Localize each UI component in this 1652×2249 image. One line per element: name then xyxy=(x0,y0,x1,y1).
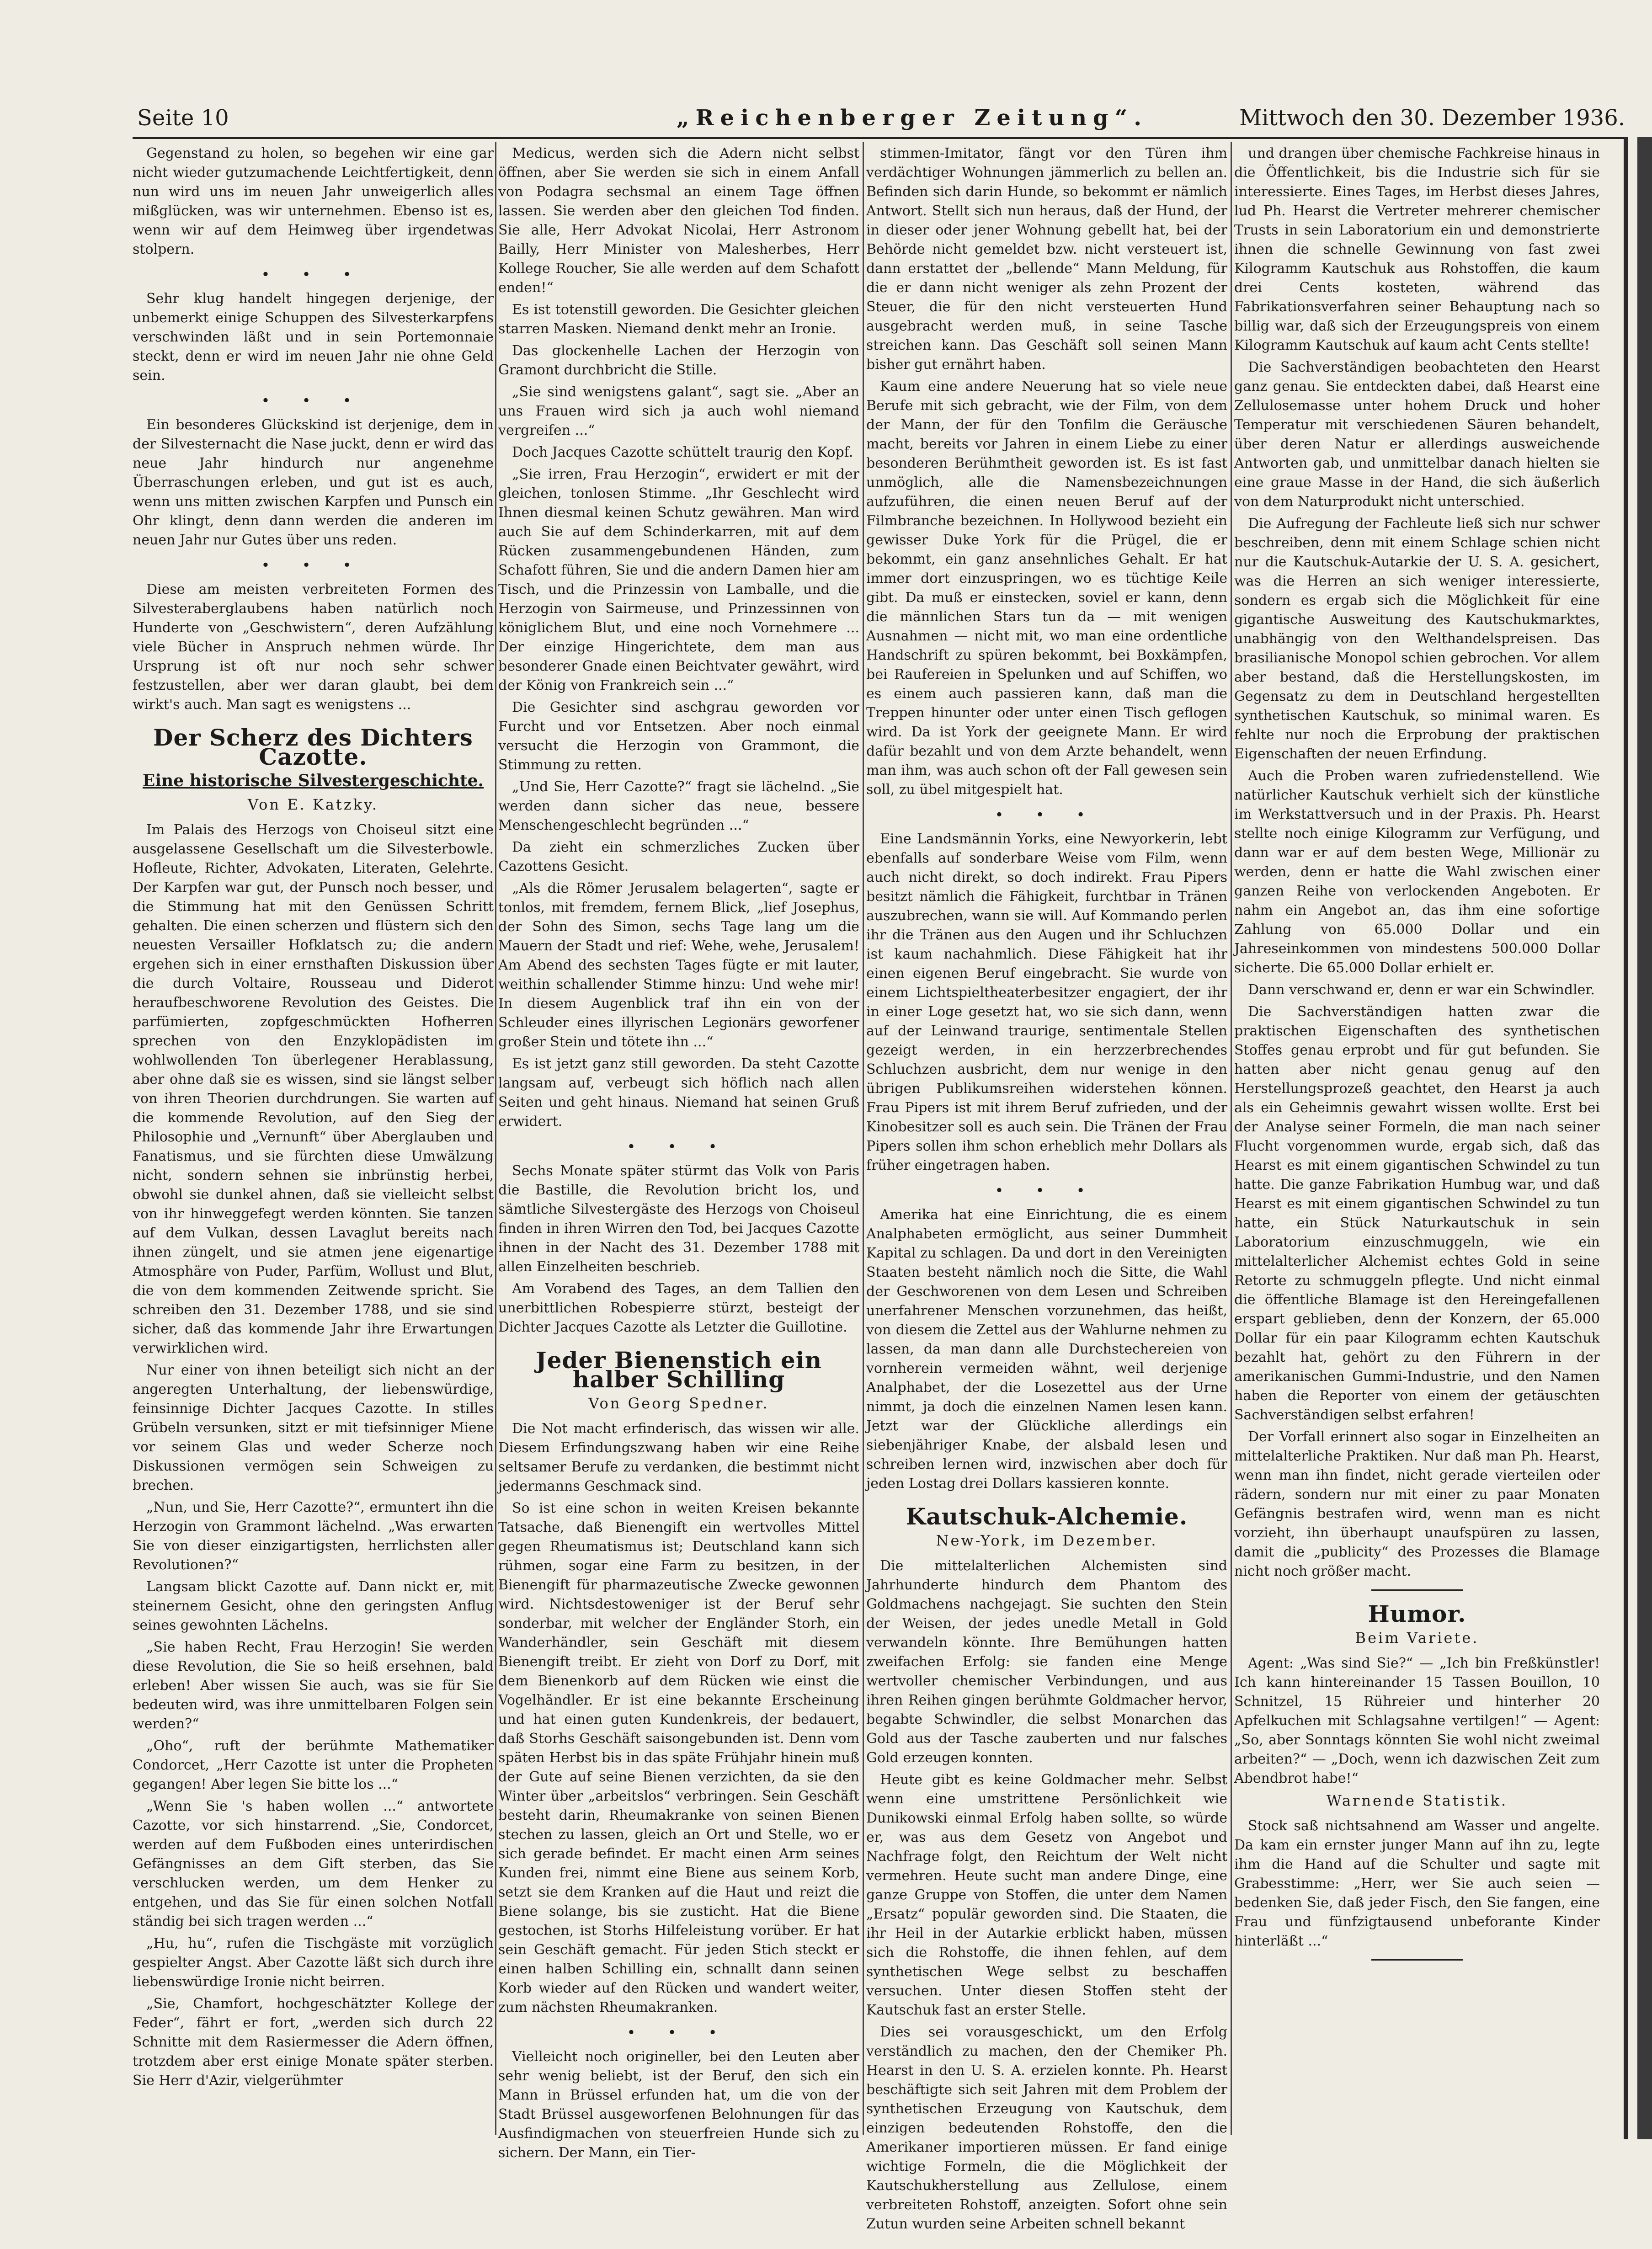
paragraph: So ist eine schon in weiten Kreisen bekannte Tatsache, daß Bienengift ein wertvolles Mittel gegen Rheumatismus ist; Deutschland kann sich rühmen, sogar eine Farm zu besitzen, in der Bienengift für pharmazeutische Zwecke gewonnen wird. Nichtsdestoweniger ist der Beruf sehr sonderbar, mit welcher der Engländer Storh, ein Wanderhändler, sein Geschäft mit diesem Bienengift treibt. Er zieht von Dorf zu Dorf, mit dem Bienenkorb auf dem Rücken wie einst die Vogelhändler. Er ist eine bekannte Erscheinung und hat einen guten Kundenkreis, der bedauert, daß Storhs Geschäft saisongebunden ist. Denn vom späten Herbst bis in das späte Frühjahr hinein muß der Gute auf seine Bienen verzichten, da sie den Winter über „arbeitslos“ verbringen. Sein Geschäft besteht darin, Rheumakranke von seinen Bienen stechen zu lassen, gleich an Ort und Stelle, wo er sich gerade befindet. Er macht einen Arm seines Kunden frei, nimmt eine Biene aus seinem Korb, setzt sie dem Kranken auf die Haut und reizt die Biene solange, bis sie zusticht. Hat die Biene gestochen, ist Storhs Hilfeleistung vorüber. Er hat sein Geschäft gemacht. Für jeden Stich steckt er einen halben Schilling ein, schnallt dann seinen Korb wieder auf den Rücken und wandert weiter, zum nächsten Rheumakranken. xyxy=(498,1500,859,2015)
paragraph: Dies sei vorausgeschickt, um den Erfolg verständlich zu machen, den der Chemiker Ph. Hearst in den U. S. A. erzielen konnte. Ph. Hearst beschäftigte sich seit Jahren mit dem Problem der synthetischen Erzeugung von Kautschuk, dem einzigen bedeutenden Rohstoffe, den die Amerikaner importieren müssen. Er fand einige wichtige Formeln, die die Möglichkeit der Kautschukherstellung aus Zellulose, einem verbreiteten Rohstoff, anzeigten. Sofort ohne sein Zutun wurden seine Arbeiten schnell bekannt xyxy=(866,2024,1227,2232)
section-title-humor: Humor. xyxy=(1368,1600,1466,1627)
paragraph: Die Sachverständigen hatten zwar die praktischen Eigenschaften des synthetischen Stoffes genau erprobt und für gut befunden. Sie hatten aber nicht genau genug auf den Herstellungsprozeß geachtet, den Hearst ja auch als ein Geheimnis gewahrt wissen wollte. Erst bei der Analyse seiner Formeln, die man nach seiner Flucht vorgenommen wurde, ergab sich, daß das Hearst es mit einem gigantischen Schwindel zu tun hatte. Die ganze Fabrikation Humbug war, und daß Hearst es mit einem gigantischen Schwindel zu tun hatte, ein Stück Naturkautschuk in sein Laboratorium einzuschmuggeln, wie ein mittelalterlicher Alchemist echtes Gold in seine Retorte zu schmuggeln pflegte. Und nicht einmal die öffentliche Blamage ist den Hereingefallenen erspart geblieben, denn der Konzern, der 65.000 Dollar für ein paar Kilogramm echten Kautschuk bezahlt hat, gehört zu den Führern in der amerikanischen Gummi-Industrie, und den Namen haben die Reporter von einem der getäuschten Sachverständigen selbst erfahren! xyxy=(1234,1004,1600,1423)
paragraph: „Als die Römer Jerusalem belagerten“, sagte er tonlos, mit fremdem, fernem Blick, „lief Josephus, der Sohn des Simon, sechs Tage lang um die Mauern der Stadt und rief: Wehe, wehe, Jerusalem! Am Abend des sechsten Tages fügte er mit lauter, weithin schallender Stimme hinzu: Und wehe mir! In diesem Augenblick traf ihn ein von der Schleuder eines illyrischen Legionärs geworfener großer Stein und tötete ihn ...“ xyxy=(498,880,859,1050)
paragraph: Der Vorfall erinnert also sogar in Einzelheiten an mittelalterliche Praktiken. Nur daß man Ph. Hearst, wenn man ihn findet, nicht gerade vierteilen oder rädern, sondern nur mit einer zu paar Monaten Gefängnis bestrafen wird, wenn man es nicht vorzieht, ihn überhaupt unaufspüren zu lassen, damit die „publicity“ des Prozesses die Blamage nicht noch größer macht. xyxy=(1234,1429,1600,1579)
paragraph: Nur einer von ihnen beteiligt sich nicht an der angeregten Unterhaltung, der liebenswürdige, feinsinnige Dichter Jacques Cazotte. In stilles Grübeln versunken, sitzt er mit tiefsinniger Miene vor seinem Glas und weder Scherze noch Diskussionen vermögen sein Schweigen zu brechen. xyxy=(133,1362,494,1493)
article-title: Der Scherz des Dichters Cazotte. xyxy=(153,724,473,770)
paragraph: Die Aufregung der Fachleute ließ sich nur schwer beschreiben, denn mit einem Schlage schien nicht nur die Kautschuk-Autarkie der U. S. A. gesichert, was die Herren an sich weniger interessierte, sondern es ergab sich die Möglichkeit für eine gigantische Ausweitung des Kautschukmarktes, unabhängig von den Welthandelspreisen. Das brasilianische Monopol schien gebrochen. Vor allem aber bestand, daß die Herstellungskosten, im Gegensatz zu dem in Deutschland hergestellten synthetischen Kautschuk, so minimal waren. Es fehlte nur noch die Erprobung der praktischen Eigenschaften der neuen Erfindung. xyxy=(1234,516,1600,762)
paragraph: Die mittelalterlichen Alchemisten sind Jahrhunderte hindurch dem Phantom des Goldmachens nachgejagt. Sie suchten den Stein der Weisen, der jedes unedle Metall in Gold verwandeln könnte. Ihre Bemühungen hatten zweifachen Erfolg: sie fanden eine Menge wertvoller chemischer Verbindungen, und aus ihren Reihen gingen berühmte Goldmacher hervor, begabte Schwindler, die selbst Monarchen das Gold aus der Tasche zauberten und nur falsches Gold erzeugen konnten. xyxy=(866,1558,1227,1766)
section-stars: • • • xyxy=(627,2024,731,2041)
paragraph: „Sie irren, Frau Herzogin“, erwidert er mit der gleichen, tonlosen Stimme. „Ihr Geschlecht wird Ihnen diesmal keinen Schutz gewähren. Man wird auch Sie auf dem Schinderkarren, mit auf dem Rücken zusammengebundenen Händen, zum Schafott führen, Sie und die andern Damen hier am Tisch, und die Prinzessin von Lamballe, und die Herzogin von Sairmeuse, und Prinzessinnen von königlichem Blut, und eine noch Vornehmere ... Der einzige Hingerichtete, dem man aus besonderer Gnade einen Beichtvater gewährt, wird der König von Frankreich sein ...“ xyxy=(498,466,859,693)
column-3 xyxy=(866,144,1227,2232)
paragraph: Am Vorabend des Tages, an dem Tallien den unerbittlichen Robespierre stürzt, besteigt der Dichter Jacques Cazotte als Letzter die Guillotine. xyxy=(498,1281,859,1335)
paragraph: Stock saß nichtsahnend am Wasser und angelte. Da kam ein ernster junger Mann auf ihn zu, legte ihm die Hand auf die Schulter und sagte mit Grabesstimme: „Herr, wer Sie auch seien — bedenken Sie, daß jeder Fisch, den Sie fangen, eine Frau und fünfzigtausend unbeforante Kinder hinterläßt ...“ xyxy=(1234,1818,1600,1949)
column-divider xyxy=(863,142,864,2135)
paragraph: Gegenstand zu holen, so begehen wir eine gar nicht wieder gutzumachende Leichtfertigkeit, denn nun wird uns im neuen Jahr unweigerlich alles mißglücken, was wir unternehmen. Ebenso ist es, wenn wir auf dem Heimweg über irgendetwas stolpern. xyxy=(133,145,494,257)
section-stars: • • • xyxy=(995,806,1099,823)
paragraph: Da zieht ein schmerzliches Zucken über Cazottens Gesicht. xyxy=(498,839,859,874)
paragraph: Eine Landsmännin Yorks, eine Newyorkerin, lebt ebenfalls auf sonderbare Weise vom Film, wenn auch nicht direkt, so doch indirekt. Frau Pipers besitzt nämlich die Fähigkeit, furchtbar in Tränen auszubrechen, wann sie will. Auf Kommando perlen ihr die Tränen aus den Augen und ihr Schluchzen ist kaum nachahmlich. Diese Fähigkeit hat ihr einen eigenen Beruf eingebracht. Sie wurde von einem Lichtspieltheaterbesitzer engagiert, der ihr in einer Loge gesetzt hat, wo sie sich dann, wenn auf der Leinwand traurige, sentimentale Stellen gezeigt werden, in ein herzzerbrechendes Schluchzen ausbricht, dem nur wenige in den übrigen Publikumsreihen widerstehen können. Frau Pipers ist mit ihrem Beruf zufrieden, und der Kinobesitzer soll es auch sein. Die Tränen der Frau Pipers sollen ihm schon erheblich mehr Dollars als früher eingetragen haben. xyxy=(866,831,1227,1173)
section-rule xyxy=(1371,1589,1463,1591)
article-subtitle: Eine historische Silvestergeschichte. xyxy=(142,771,484,790)
paragraph: Die Gesichter sind aschgrau geworden vor Furcht und vor Entsetzen. Aber noch einmal versucht die Herzogin von Grammont, die Stimmung zu retten. xyxy=(498,699,859,773)
paragraph: Langsam blickt Cazotte auf. Dann nickt er, mit steinernem Gesicht, ohne den geringsten Anflug seines gewohnten Lächelns. xyxy=(133,1579,494,1633)
paragraph: Sechs Monate später stürmt das Volk von Paris die Bastille, die Revolution bricht los, und sämtliche Silvestergäste des Herzogs von Choiseul finden in ihren Wirren den Tod, bei Jacques Cazotte ihnen in der Nacht des 31. Dezember 1788 mit allen Einzelheiten beschrieb. xyxy=(498,1163,859,1275)
column-1 xyxy=(133,144,494,2110)
paragraph: „Nun, und Sie, Herr Cazotte?“, ermuntert ihn die Herzogin von Grammont lächelnd. „Was erwarten Sie von dieser einzigartigsten, herrlichsten aller Revolutionen?“ xyxy=(133,1499,494,1573)
column-divider xyxy=(1231,142,1232,2135)
paragraph: Kaum eine andere Neuerung hat so viele neue Berufe mit sich gebracht, wie der Film, von dem der Mann, der für den Tonfilm die Geräusche macht, bereits vor Jahren in einem Liebe zu einer besonderen Berühmtheit geworden ist. Es ist fast unmöglich, alle die Namensbezeichnungen aufzuführen, die einen neuen Beruf auf der Filmbranche bezeichnen. In Hollywood bezieht ein gewisser Duke York für die Prügel, die er bekommt, ein ganz ansehnliches Gehalt. Er hat immer dort einzuspringen, wo es tüchtige Keile gibt. Da muß er einstecken, soviel er kann, denn die männlichen Stars tun da — mit wenigen Ausnahmen — nicht mit, wo man eine ordentliche Handschrift zu spüren bekommt, bei Boxkämpfen, bei Raufereien in Spelunken und auf Schiffen, wo es einem auch passieren kann, daß man die Treppen hinunter oder unter einen Tisch geflogen wird. Da ist York der geeignete Mann. Er wird dafür bezahlt und von dem Arzte behandelt, wenn man ihm, was auch schon oft der Fall gewesen sein soll, zu übel mitgespielt hat. xyxy=(866,378,1227,798)
section-stars: • • • xyxy=(261,392,365,409)
paragraph: Amerika hat eine Einrichtung, die es einem Analphabeten ermöglicht, aus seiner Dummheit Kapital zu schlagen. Da und dort in den Vereinigten Staaten besteht nämlich noch die Sitte, die Wahl der Geschworenen von dem Lesen und Schreiben unerfahrener Menschen vorzunehmen, das heißt, von diesem die Zettel aus der Wahlurne nehmen zu lassen, da man dann alle Durchstechereien von vornherein vermeiden wähnt, weil derjenige Analphabet, der die Losezettel aus der Urne nimmt, ja doch die einzelnen Namen lesen kann. Jetzt war der Glückliche allerdings ein siebenjähriger Knabe, der alsbald lesen und schreiben lernen wird, inzwischen aber doch für jeden Lostag drei Dollars kassieren konnte. xyxy=(866,1207,1227,1492)
section-stars: • • • xyxy=(261,266,365,283)
paragraph: Im Palais des Herzogs von Choiseul sitzt eine ausgelassene Gesellschaft um die Silvesterbowle. Hofleute, Richter, Advokaten, Literaten, Gelehrte. Der Karpfen war gut, der Punsch noch besser, und die Stimmung hat mit den Genüssen Schritt gehalten. Die einen scherzen und flüstern sich den neuesten Versailler Hofklatsch zu; die andern ergehen sich in einer ernsthaften Diskussion über die durch Voltaire, Rousseau und Diderot heraufbeschworene Revolution des Geistes. Die parfümierten, zopfgeschmückten Hofherren sprechen von den Enzyklopädisten im wohlwollenden Ton überlegener Herablassung, aber ohne daß sie es wissen, sind sie längst selber von ihren Theorien durchdrungen. Sie warten auf die kommende Revolution, auf den Sieg der Philosophie und „Vernunft“ über Aberglauben und Fanatismus, und sie fürchten diese Umwälzung nicht, sondern sehnen sie inbrünstig herbei, obwohl sie dunkel ahnen, daß sie vielleicht selbst von ihr hinweggefegt werden könnten. Sie tanzen auf dem Vulkan, dessen Lavaglut bereits nach ihnen züngelt, und sie atmen jene eigenartige Atmosphäre von Puder, Parfüm, Wollust und Blut, die von dem kommenden Zeitwende spricht. Sie schreiben den 31. Dezember 1788, und sie sind sicher, daß das kommende Jahr ihre Erwartungen verwirklichen wird. xyxy=(133,822,494,1356)
article-title: Kautschuk-Alchemie. xyxy=(906,1503,1188,1530)
page-edge-shadow xyxy=(1637,137,1652,2139)
humor-subtitle: Beim Variete. xyxy=(1355,1629,1479,1647)
section-stars: • • • xyxy=(627,1138,731,1155)
issue-date: Mittwoch den 30. Dezember 1936. xyxy=(1239,105,1625,131)
column-4 xyxy=(1234,144,1600,2110)
paragraph: Auch die Proben waren zufriedenstellend. Wie natürlicher Kautschuk verhielt sich der künstliche im Werkstattversuch und in der Praxis. Ph. Hearst stellte noch einige Kilogramm zur Verfügung, und dann war er auf dem besten Wege, Millionär zu werden, denn er hatte die Wahl zwischen einer ganzen Reihe von verlockenden Angeboten. Er nahm ein Angebot an, das ihm eine sofortige Zahlung von 65.000 Dollar und ein Jahreseinkommen von mindestens 500.000 Dollar sicherte. Die 65.000 Dollar erhielt er. xyxy=(1234,768,1600,976)
article-byline: Von E. Katzky. xyxy=(247,796,378,813)
section-stars: • • • xyxy=(261,556,365,574)
paragraph: Heute gibt es keine Goldmacher mehr. Selbst wenn eine umstrittene Persönlichkeit wie Dunikowski einmal Erfolg haben sollte, so würde er, was aus dem Gesetz von Angebot und Nachfrage folgt, den Reichtum der Welt nicht vermehren. Heute sucht man andere Dinge, eine ganze Gruppe von Stoffen, die unter dem Namen „Ersatz“ populär geworden sind. Die Staaten, die ihr Heil in der Autarkie erblickt haben, müssen sich die Rohstoffe, die ihnen fehlen, auf dem synthetischen Wege selbst zu beschaffen versuchen. Unter diesen Stoffen steht der Kautschuk fast an erster Stelle. xyxy=(866,1772,1227,2018)
paragraph: Vielleicht noch origineller, bei den Leuten aber sehr wenig beliebt, ist der Beruf, den sich ein Mann in Brüssel erfunden hat, um die von der Stadt Brüssel ausgeworfenen Belohnungen für das Ausfindigmachen von steuerfreien Hunde sich zu sichern. Der Mann, ein Tier- xyxy=(498,2049,859,2161)
article-dateline: New-York, im Dezember. xyxy=(936,1532,1158,1549)
paragraph: stimmen-Imitator, fängt vor den Türen ihm verdächtiger Wohnungen jämmerlich zu bellen an. Befinden sich darin Hunde, so bekommt er nämlich Antwort. Stellt sich nun heraus, daß der Hund, der in dieser oder jener Wohnung gebellt hat, bei der Behörde nicht gemeldet bzw. nicht versteuert ist, dann erstattet der „bellende“ Mann Meldung, für die er dann nicht weniger als zehn Prozent der Steuer, die für den nicht versteuerten Hund ausgebracht werden muß, in seine Tasche streichen kann. Das Geschäft soll seinen Mann bisher gut ernährt haben. xyxy=(866,145,1227,373)
paragraph: „Oho“, ruft der berühmte Mathematiker Condorcet, „Herr Cazotte ist unter die Propheten gegangen! Aber legen Sie bitte los ...“ xyxy=(133,1738,494,1792)
paragraph: Die Not macht erfinderisch, das wissen wir alle. Diesem Erfindungszwang haben wir eine Reihe seltsamer Berufe zu verdanken, die bestimmt nicht jedermanns Geschmack sind. xyxy=(498,1421,859,1494)
paragraph: Ein besonderes Glückskind ist derjenige, dem in der Silvesternacht die Nase juckt, denn er wird das neue Jahr hindurch nur angenehme Überraschungen erleben, und gut ist es auch, wenn uns mitten zwischen Karpfen und Punsch ein Ohr klingt, denn dann werden die anderen im neuen Jahr nur Gutes über uns reden. xyxy=(133,417,494,548)
paragraph: Diese am meisten verbreiteten Formen des Silvesteraberglaubens haben natürlich noch Hunderte von „Geschwistern“, deren Aufzählung viele Bücher in Anspruch nehmen würde. Ihr Ursprung ist oft nur noch sehr schwer festzustellen, aber wer daran glaubt, bei dem wirkt's auch. Man sagt es wenigstens ... xyxy=(133,581,494,713)
section-rule xyxy=(1371,1959,1463,1961)
paragraph: Dann verschwand er, denn er war ein Schwindler. xyxy=(1248,982,1595,998)
humor-subtitle: Warnende Statistik. xyxy=(1326,1792,1508,1809)
page-edge-shadow xyxy=(1624,137,1628,2139)
paragraph: Das glockenhelle Lachen der Herzogin von Gramont durchbricht die Stille. xyxy=(498,343,859,378)
paragraph: „Sie haben Recht, Frau Herzogin! Sie werden diese Revolution, die Sie so heiß ersehnen, bald erleben! Aber wissen Sie auch, was sie für Sie bedeuten wird, was ihre unmittelbaren Folgen sein werden?“ xyxy=(133,1639,494,1732)
paragraph: Doch Jacques Cazotte schüttelt traurig den Kopf. xyxy=(512,444,853,460)
paragraph: und drangen über chemische Fachkreise hinaus in die Öffentlichkeit, bis die Industrie sich für sie interessierte. Eines Tages, im Herbst dieses Jahres, lud Ph. Hearst die Vertreter mehrerer chemischer Trusts in sein Laboratorium ein und demonstrierte ihnen die schnelle Gewinnung von fast zwei Kilogramm Kautschuk aus Rohstoffen, die kaum drei Cents kosteten, während das Fabrikationsverfahren seiner Behauptung nach so billig war, daß sich der Erzeugungspreis von einem Kilogramm Kautschuk auf kaum acht Cents stellte! xyxy=(1234,145,1600,353)
column-divider xyxy=(495,142,496,2135)
paragraph: Medicus, werden sich die Adern nicht selbst öffnen, aber Sie werden sie sich in einem Anfall von Podagra sechsmal an einem Tage öffnen lassen. Sie werden aber den gleichen Tod finden. Sie alle, Herr Advokat Nicolai, Herr Astronom Bailly, Herr Minister von Malesherbes, Herr Kollege Roucher, Sie alle werden auf dem Schafott enden!“ xyxy=(498,145,859,296)
paragraph: Agent: „Was sind Sie?“ — „Ich bin Freßkünstler! Ich kann hintereinander 15 Tassen Bouillon, 10 Schnitzel, 15 Rühreier und hinterher 20 Apfelkuchen mit Schlagsahne vertilgen!“ — Agent: „So, aber Sonntags könnten Sie wohl nicht zweimal arbeiten?“ — „Doch, wenn ich dazwischen Zeit zum Abendbrot habe!“ xyxy=(1234,1655,1600,1786)
section-stars: • • • xyxy=(995,1182,1099,1199)
paragraph: „Sie, Chamfort, hochgeschätzter Kollege der Feder“, fährt er fort, „werden sich durch 22 Schnitte mit dem Rasiermesser die Adern öffnen, trotzdem aber erst einige Monate später sterben. Sie Herr d'Azir, vielgerühmter xyxy=(133,1996,494,2089)
column-2 xyxy=(498,144,859,2161)
paragraph: „Hu, hu“, rufen die Tischgäste mit vorzüglich gespielter Angst. Aber Cazotte läßt sich durch ihre liebenswürdige Ironie nicht beirren. xyxy=(133,1935,494,1990)
paragraph: Es ist jetzt ganz still geworden. Da steht Cazotte langsam auf, verbeugt sich höflich nach allen Seiten und geht hinaus. Niemand hat seinen Gruß erwidert. xyxy=(498,1056,859,1130)
article-title: Jeder Bienenstich ein halber Schilling xyxy=(535,1347,822,1393)
article-byline: Von Georg Spedner. xyxy=(588,1395,769,1412)
paragraph: Es ist totenstill geworden. Die Gesichter gleichen starren Masken. Niemand denkt mehr an Ironie. xyxy=(498,302,859,337)
paragraph: „Wenn Sie 's haben wollen ...“ antwortete Cazotte, vor sich hinstarrend. „Sie, Condorcet, werden auf dem Fußboden eines unterirdischen Gefängnisses an dem Gift sterben, das Sie verschlucken werden, um dem Henker zu entgehen, und das Sie für einen solchen Notfall ständig bei sich tragen werden ...“ xyxy=(133,1798,494,1929)
masthead: „Reichenberger Zeitung“. xyxy=(677,105,1148,131)
page-number: Seite 10 xyxy=(137,105,229,131)
paragraph: „Sie sind wenigstens galant“, sagt sie. „Aber an uns Frauen wird sich ja auch wohl niemand vergreifen ...“ xyxy=(498,384,859,438)
header-rule xyxy=(133,137,1625,139)
paragraph: „Und Sie, Herr Cazotte?“ fragt sie lächelnd. „Sie werden dann sicher das neue, bessere Menschengeschlecht begründen ...“ xyxy=(498,779,859,833)
paragraph: Sehr klug handelt hingegen derjenige, der unbemerkt einige Schuppen des Silvesterkarpfens verschwinden läßt und in sein Portemonnaie steckt, denn er wird im neuen Jahr nie ohne Geld sein. xyxy=(133,291,494,384)
page-header xyxy=(137,98,1625,142)
paragraph: Die Sachverständigen beobachteten den Hearst ganz genau. Sie entdeckten dabei, daß Hearst eine Zellulosemasse unter hohem Druck und hoher Temperatur mit verschiedenen Säuren behandelt, über deren Natur er allerdings ausweichende Antworten gab, und unmittelbar danach hielten sie eine graue Masse in der Hand, die sich äußerlich von dem Naturprodukt nicht unterschied. xyxy=(1234,359,1600,510)
